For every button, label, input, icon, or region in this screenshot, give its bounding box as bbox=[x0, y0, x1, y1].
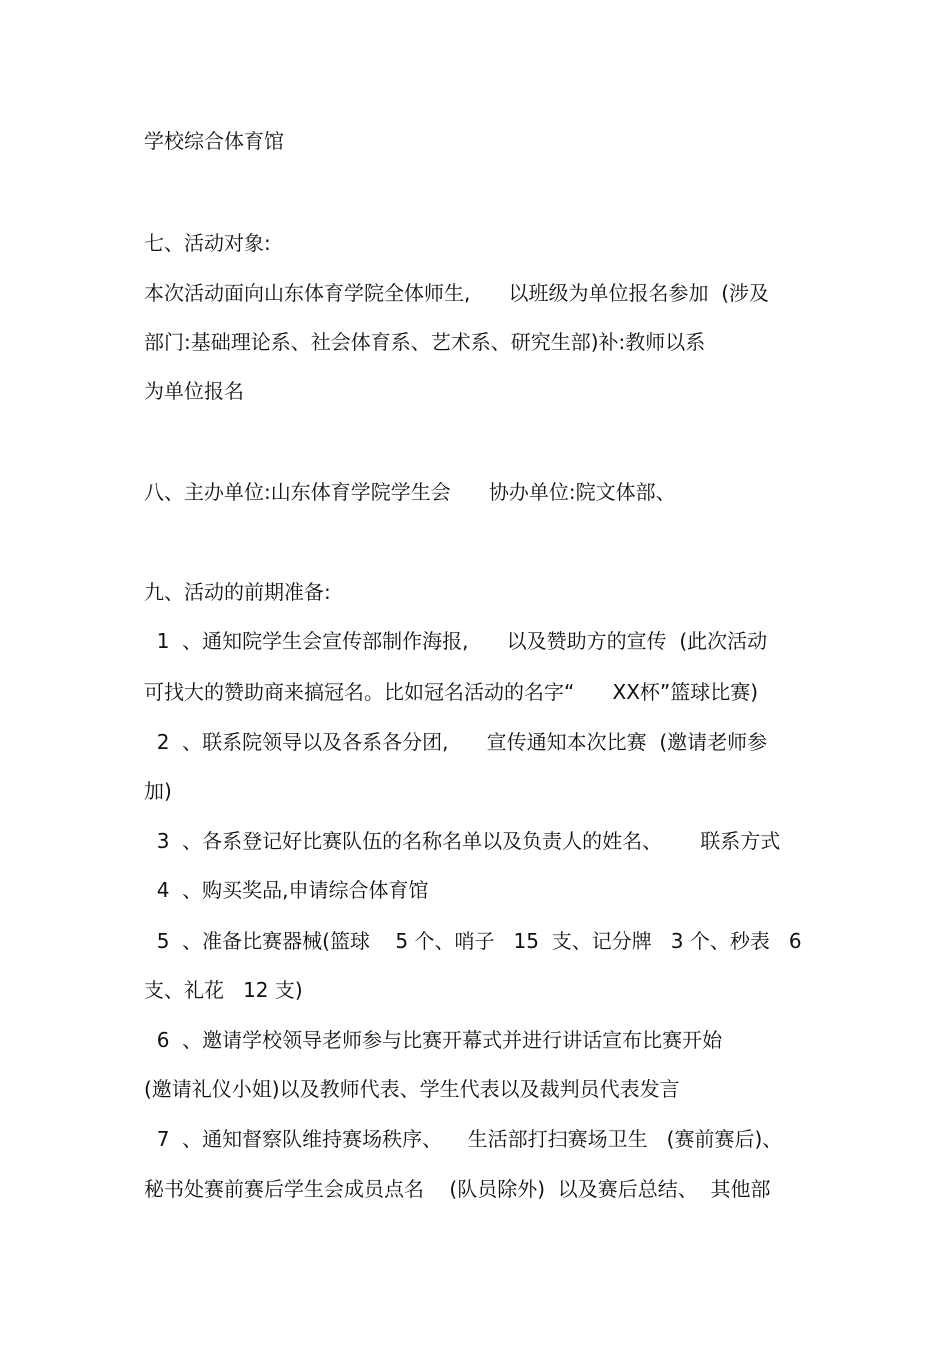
list-item: 2 、联系院领导以及各系各分团, 宣传通知本次比赛 (邀请老师参 bbox=[144, 730, 768, 754]
text-line: 为单位报名 bbox=[144, 379, 244, 403]
list-item: 5 、准备比赛器械(篮球 5 个、哨子 15 支、记分牌 3 个、秒表 6 bbox=[144, 929, 802, 953]
text-line: 本次活动面向山东体育学院全体师生, 以班级为单位报名参加 (涉及 bbox=[144, 281, 770, 305]
text-line: 支、礼花 12 支) bbox=[144, 978, 303, 1002]
text-line: 部门:基础理论系、社会体育系、艺术系、研究生部)补:教师以系 bbox=[144, 330, 706, 354]
text-line: 秘书处赛前赛后学生会成员点名 (队员除外) 以及赛后总结、 其他部 bbox=[144, 1177, 771, 1201]
list-item: 1 、通知院学生会宣传部制作海报, 以及赞助方的宣传 (此次活动 bbox=[144, 629, 768, 653]
text-line: (邀请礼仪小姐)以及教师代表、学生代表以及裁判员代表发言 bbox=[144, 1077, 680, 1101]
section-heading: 八、主办单位:山东体育学院学生会 协办单位:院文体部、 bbox=[144, 480, 676, 504]
list-item: 4 、购买奖品,申请综合体育馆 bbox=[144, 878, 429, 902]
text-line: 加) bbox=[144, 779, 172, 803]
list-item: 3 、各系登记好比赛队伍的名称名单以及负责人的姓名、 联系方式 bbox=[144, 829, 781, 853]
section-heading: 七、活动对象: bbox=[144, 231, 271, 255]
text-line: 学校综合体育馆 bbox=[144, 129, 284, 153]
list-item: 6 、邀请学校领导老师参与比赛开幕式并进行讲话宣布比赛开始 bbox=[144, 1028, 723, 1052]
section-heading: 九、活动的前期准备: bbox=[144, 580, 331, 604]
text-line: 可找大的赞助商来搞冠名。比如冠名活动的名字“ XX杯”篮球比赛) bbox=[144, 680, 759, 704]
list-item: 7 、通知督察队维持赛场秩序、 生活部打扫赛场卫生 (赛前赛后)、 bbox=[144, 1127, 783, 1151]
